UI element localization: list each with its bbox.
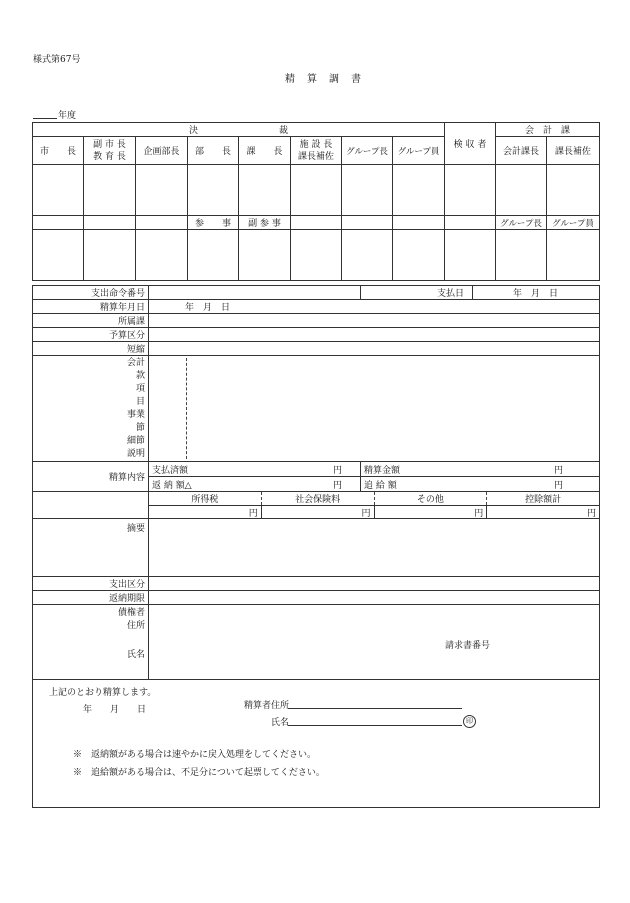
role-cell: 会計課長 — [496, 137, 547, 165]
year-label: 年度 — [58, 111, 77, 121]
seal-box[interactable] — [496, 230, 547, 281]
seal-box[interactable] — [136, 165, 188, 216]
shiharai-bi-field[interactable]: 年 月 日 — [473, 286, 600, 300]
shishutsu-kubun-field[interactable] — [149, 577, 600, 591]
deduction-amount[interactable]: 円 — [149, 506, 262, 518]
deduction-header: 社会保険料 — [262, 492, 375, 505]
address-line[interactable] — [288, 707, 462, 709]
budget-item: 目 — [135, 397, 145, 407]
budget-item: 事業 — [126, 410, 145, 420]
seal-box[interactable] — [84, 230, 136, 281]
details-table — [32, 285, 600, 808]
yosan-label: 予算区分 — [33, 328, 149, 342]
tekiyo-field[interactable] — [149, 519, 600, 577]
note-2: ※ 追給額がある場合は、不足分について起票してください。 — [73, 768, 325, 778]
budget-items-labels — [33, 356, 149, 462]
budget-item: 款 — [135, 371, 145, 381]
shozoku-field[interactable] — [149, 314, 600, 328]
seal-box[interactable] — [547, 165, 600, 216]
henno-kigen-label: 返納期限 — [33, 591, 149, 605]
page-title: 精 算 調 書 — [285, 74, 362, 85]
budget-item: 細節 — [126, 436, 145, 446]
name-label: 氏名 — [271, 718, 290, 728]
seisan-nengappi-label: 精算年月日 — [33, 300, 149, 314]
role-cell: グループ長 — [496, 216, 547, 230]
shishutsu-meirei-label: 支出命令番号 — [33, 286, 149, 300]
footer-date[interactable]: 年 月 日 — [83, 705, 147, 715]
seal-box[interactable] — [188, 165, 239, 216]
shozoku-label: 所属課 — [33, 314, 149, 328]
shishutsu-kubun-label: 支出区分 — [33, 577, 149, 591]
seal-row2 — [33, 230, 600, 281]
tanshuku-field[interactable] — [149, 342, 600, 356]
saikensha-label: 債権者 — [117, 608, 145, 618]
role-cell: 市 長 — [33, 137, 84, 165]
seal-box[interactable] — [342, 230, 393, 281]
deduction-header: 所得税 — [149, 492, 262, 505]
shiharai-bi-label: 支払日 — [361, 286, 473, 300]
tekiyo-label: 摘要 — [33, 519, 149, 577]
role-cell: 参 事 — [188, 216, 239, 230]
role-cell: 施 設 長 課長補佐 — [291, 137, 342, 165]
role-cell: 企画部長 — [136, 137, 188, 165]
address-label: 精算者住所 — [244, 701, 290, 711]
budget-item: 節 — [135, 423, 145, 433]
kaikei-header: 会 計 課 — [496, 123, 600, 137]
yen-unit: 円 — [332, 480, 342, 491]
seal-box[interactable] — [291, 165, 342, 216]
year-blank[interactable] — [33, 108, 57, 119]
saikensha-labels — [33, 605, 149, 680]
shiharai-zumi-field[interactable] — [149, 462, 361, 477]
seal-box[interactable] — [239, 230, 291, 281]
seisan-naiyo-label: 精算内容 — [33, 462, 149, 492]
deduction-amount[interactable]: 円 — [262, 506, 375, 518]
name-line[interactable] — [288, 724, 462, 726]
seal-box[interactable] — [291, 230, 342, 281]
seal-box[interactable] — [136, 230, 188, 281]
role-cell: グループ員 — [547, 216, 600, 230]
role-cell: 副 参 事 — [239, 216, 291, 230]
kessai-header: 決 裁 — [33, 123, 445, 137]
tsuika-label: 追 給 額 — [364, 480, 397, 491]
seal-box[interactable] — [33, 165, 84, 216]
deduction-label-cell — [33, 492, 149, 519]
form-number: 様式第67号 — [33, 55, 81, 65]
yen-unit: 円 — [554, 465, 564, 476]
roles-row1 — [33, 137, 600, 165]
deductions-field — [149, 492, 600, 519]
role-cell: 課長補佐 — [547, 137, 600, 165]
seikyu-bango-label: 請求書番号 — [445, 641, 491, 651]
role-cell: 副 市 長 教 育 長 — [84, 137, 136, 165]
budget-item: 項 — [135, 384, 145, 394]
seisan-kingaku-label: 精算金額 — [364, 465, 401, 476]
seisan-nengappi-field[interactable]: 年 月 日 — [149, 300, 600, 314]
seal-box[interactable] — [188, 230, 239, 281]
shishutsu-meirei-field[interactable] — [149, 286, 361, 300]
seisan-kingaku-field[interactable] — [361, 462, 600, 477]
seal-box[interactable] — [393, 230, 445, 281]
approval-table — [32, 122, 600, 281]
tsuika-field[interactable] — [361, 477, 600, 492]
seal-box[interactable] — [496, 165, 547, 216]
yen-unit: 円 — [332, 465, 342, 476]
budget-item: 説明 — [126, 449, 145, 459]
seal-box[interactable] — [445, 230, 496, 281]
role-cell: 課 長 — [239, 137, 291, 165]
henno-label: 返 納 額△ — [152, 480, 192, 491]
statement: 上記のとおり精算します。 — [49, 688, 157, 698]
seal-box[interactable] — [239, 165, 291, 216]
seal-box[interactable] — [547, 230, 600, 281]
deduction-header: その他 — [375, 492, 488, 505]
saikensha-field[interactable] — [149, 605, 600, 680]
role-cell: 部 長 — [188, 137, 239, 165]
seal-box[interactable] — [445, 165, 496, 216]
deduction-header: 控除額計 — [525, 495, 562, 505]
deduction-amount[interactable]: 円 — [375, 506, 488, 518]
yosan-field[interactable] — [149, 328, 600, 342]
seal-box[interactable] — [33, 230, 84, 281]
henno-field[interactable] — [149, 477, 361, 492]
tanshuku-label: 短縮 — [33, 342, 149, 356]
shimei-label: 氏名 — [126, 650, 145, 660]
shiharai-zumi-label: 支払済額 — [152, 465, 189, 476]
seal-row1 — [33, 165, 600, 216]
note-1: ※ 返納額がある場合は速やかに戻入処理をしてください。 — [73, 750, 317, 760]
role-cell: グループ長 — [342, 137, 393, 165]
jusho-label: 住所 — [126, 621, 145, 631]
roles-row2 — [33, 216, 600, 230]
dashed-divider — [186, 358, 187, 459]
kensyu-header: 検 収 者 — [445, 123, 496, 165]
budget-item: 会計 — [126, 358, 145, 368]
seal-box[interactable] — [342, 165, 393, 216]
deduction-amount[interactable]: 円 — [587, 509, 597, 519]
yen-unit: 円 — [554, 480, 564, 491]
footer-section — [33, 680, 600, 808]
seal-box[interactable] — [393, 165, 445, 216]
henno-kigen-field[interactable] — [149, 591, 600, 605]
seal-mark: 印 — [463, 715, 476, 728]
budget-items-field[interactable] — [149, 356, 600, 462]
seal-box[interactable] — [84, 165, 136, 216]
role-cell: グループ員 — [393, 137, 445, 165]
